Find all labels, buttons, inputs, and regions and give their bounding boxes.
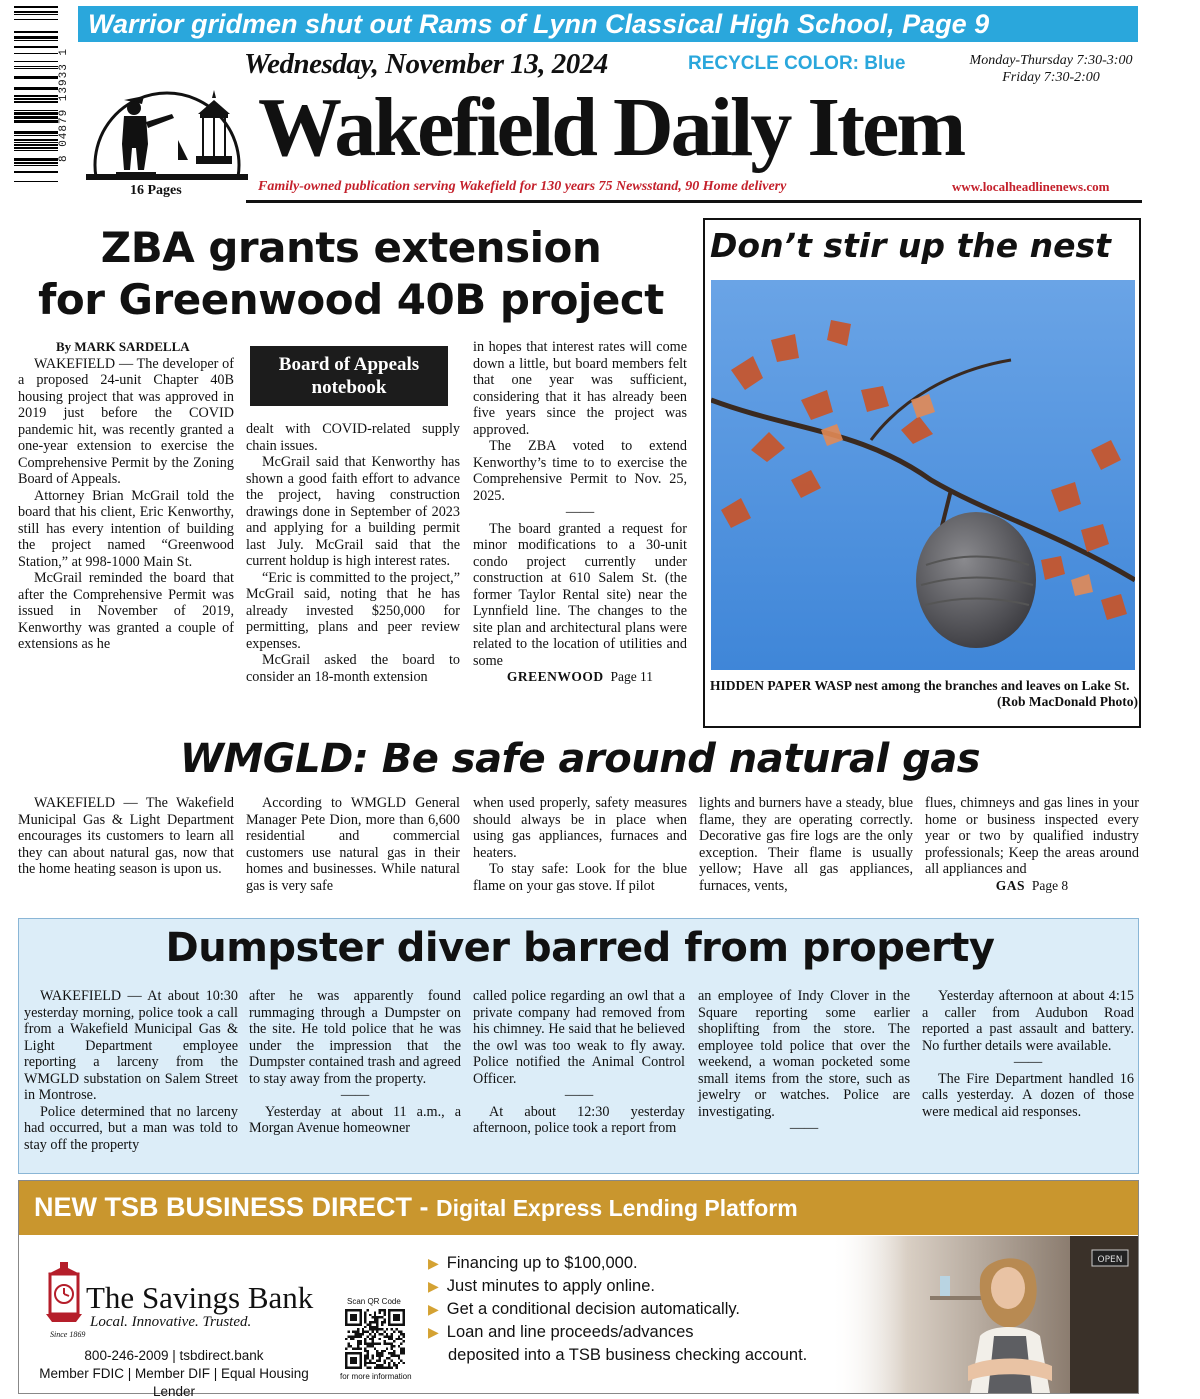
paragraph: WAKEFIELD — The Wakefield Municipal Gas & Light Department encourages its customers to learn all they can about natural gas, now that the home heating season is upon us.	[18, 795, 234, 877]
hours-friday: Friday 7:30-2:00	[1002, 70, 1100, 85]
recycle-color: RECYCLE COLOR: Blue	[688, 53, 906, 74]
arrow-right-icon: ▶	[428, 1278, 439, 1294]
paragraph: McGrail reminded the board that after the Comprehensive Permit was issued in November of 2019, Kenworthy was granted a couple of extensions as he	[18, 570, 234, 652]
hours-weekday: Monday-Thursday 7:30-3:00	[969, 53, 1133, 68]
separator: ——	[1013, 1054, 1043, 1070]
zba-jump-line[interactable]	[473, 669, 687, 686]
zba-headline[interactable]	[26, 222, 676, 326]
paragraph: called police regarding an owl that a private company had removed from his chimney. He said that he believed the owl was too weak to fly away. Police notified the Animal Control Officer.	[473, 988, 685, 1087]
photo-credit: (Rob MacDonald Photo)	[997, 694, 1138, 709]
ad-headline	[34, 1192, 798, 1223]
gas-column-1	[18, 795, 234, 878]
arrow-right-icon: ▶	[428, 1255, 439, 1271]
paragraph: WAKEFIELD — The developer of a proposed 24-unit Chapter 40B housing project that was approved in 2019 just before the COVID pandemic hit, was recently granted a one-year extension to exercise the Comprehensive Permit by the Zoning Board of Appeals.	[18, 355, 234, 487]
bank-since: Since 1869	[50, 1330, 86, 1339]
wasp-nest-photo[interactable]	[711, 280, 1135, 670]
gas-column-3	[473, 795, 687, 894]
newspaper-title: Wakefield Daily Item	[258, 81, 964, 174]
ad-headline-sub: Digital Express Lending Platform	[436, 1195, 798, 1221]
qr-more-info: for more information	[340, 1372, 412, 1381]
tagline: Family-owned publication serving Wakefield for 130 years 75 Newsstand, 90 Home delivery	[258, 179, 787, 194]
top-banner-headline[interactable]: Warrior gridmen shut out Rams of Lynn Classical High School, Page 9	[78, 6, 1138, 42]
list-item	[428, 1321, 807, 1344]
qr-code-icon[interactable]	[345, 1309, 405, 1369]
paragraph: Yesterday afternoon at about 4:15 a caller from Audubon Road reported a past assault and battery. No further details were available.	[922, 988, 1134, 1054]
paragraph: The board granted a request for minor modifications to a 30-unit condo project currently under construction at 610 Salem St. (the former Taylor Rental site) near the Lynnfield line. The changes to the site plan and architectural plans were related to the location of utilities and some	[473, 520, 687, 669]
paragraph: lights and burners have a steady, blue flame, they are operating correctly. Decorative gas fire logs are the only exception. Their flame is usually yellow; Have all gas appliances, furnaces, vents,	[699, 795, 913, 894]
page-count: 16 Pages	[130, 183, 182, 198]
notebook-line-2: notebook	[311, 377, 387, 398]
list-item	[428, 1275, 807, 1298]
zba-column-3	[473, 339, 687, 686]
bullet-text: Financing up to $100,000.	[446, 1254, 638, 1272]
paragraph: an employee of Indy Clover in the Square reporting some earlier shoplifting from the store. The employee told police that over the weekend, a woman pocketed some small items from the store, such as jewelry or watches. Police are investigating.	[698, 988, 910, 1120]
gas-jump-line[interactable]	[925, 878, 1139, 895]
gas-headline[interactable]: WMGLD: Be safe around natural gas	[179, 736, 981, 782]
jump-page: Page 8	[1031, 877, 1069, 893]
list-item	[428, 1298, 807, 1321]
zba-headline-line-2: for Greenwood 40B project	[38, 275, 664, 324]
paragraph: “Eric is committed to the project,” McGrail said, noting that he has already invested $250,000 for permitting, plans and peer review expenses.	[246, 569, 460, 652]
issue-date: Wednesday, November 13, 2024	[244, 48, 608, 80]
paragraph: in hopes that interest rates will come down a little, but board members felt that one year was sufficient, considering that it has already been five years since the project was approved.	[473, 339, 687, 438]
separator: ——	[340, 1087, 370, 1103]
gas-column-4	[699, 795, 913, 894]
photo-title: Don’t stir up the nest	[710, 226, 1111, 265]
list-item	[428, 1252, 807, 1275]
paragraph: Police determined that no larceny had occurred, but a man was told to stay off the property	[24, 1103, 238, 1153]
paragraph: WAKEFIELD — At about 10:30 yesterday morning, police took a call from a Wakefield Municipal Gas & Light Department employee reporting a larceny from the WMGLD substation on Salem Street in Montrose.	[24, 988, 238, 1103]
paragraph: flues, chimneys and gas lines in your home or business inspected every year or two by qualified industry professionals; Keep the areas around all appliances and	[925, 795, 1139, 877]
photo-caption	[710, 678, 1138, 710]
paragraph: McGrail asked the board to consider an 18-month extension	[246, 652, 460, 685]
separator: ——	[564, 1087, 594, 1103]
bank-name: The Savings Bank	[86, 1280, 314, 1315]
zba-column-2	[246, 421, 460, 685]
lantern-logo-icon	[42, 1260, 86, 1330]
qr-label: Scan QR Code	[347, 1297, 401, 1306]
paragraph: At about 12:30 yesterday afternoon, police took a report from	[473, 1103, 685, 1136]
paragraph: The Fire Department handled 16 calls yesterday. A dozen of those were medical aid responses.	[922, 1070, 1134, 1120]
paragraph: Yesterday at about 11 a.m., a Morgan Avenue homeowner	[249, 1103, 461, 1136]
dumpster-column-3	[473, 988, 685, 1137]
paragraph: The ZBA voted to extend Kenworthy’s time to to exercise the Comprehensive Permit to Nov. 25, 2025.	[473, 438, 687, 504]
list-item-continuation: deposited into a TSB business checking account.	[448, 1346, 808, 1364]
paragraph: Attorney Brian McGrail told the board that his client, Eric Kenworthy, still has every intention of building the project named “Greenwood Station,” at 998-1000 Main St.	[18, 487, 234, 570]
dumpster-column-5	[922, 988, 1134, 1120]
paragraph: when used properly, safety measures should always be in place when using gas appliances, furnaces and heaters.	[473, 795, 687, 861]
gas-column-5	[925, 795, 1139, 894]
caption-text: HIDDEN PAPER WASP nest among the branches and leaves on Lake St.	[710, 678, 1130, 693]
office-hours	[946, 52, 1156, 86]
byline: By MARK SARDELLA	[56, 339, 190, 354]
jump-word: GAS	[995, 877, 1026, 893]
dumpster-column-4	[698, 988, 910, 1137]
bank-tagline: Local. Innovative. Trusted.	[90, 1314, 252, 1330]
dumpster-headline[interactable]: Dumpster diver barred from property	[165, 925, 995, 971]
ad-benefits-list	[428, 1252, 807, 1367]
dumpster-column-2	[249, 988, 461, 1137]
bullet-text: Loan and line proceeds/advances	[446, 1323, 694, 1341]
arrow-right-icon: ▶	[428, 1301, 439, 1317]
arrow-right-icon: ▶	[428, 1324, 439, 1340]
bullet-text: Get a conditional decision automatically.	[446, 1300, 740, 1318]
open-sign: OPEN	[1097, 1255, 1123, 1265]
bank-membership: Member FDIC | Member DIF | Equal Housing Lender	[39, 1366, 309, 1399]
shopkeeper-photo	[830, 1236, 1138, 1393]
paragraph: To stay safe: Look for the blue flame on your gas stove. If pilot	[473, 861, 687, 894]
separator: ——	[565, 504, 595, 520]
zba-headline-line-1: ZBA grants extension	[100, 223, 602, 272]
bank-contact	[36, 1347, 312, 1399]
ad-headline-main: NEW TSB BUSINESS DIRECT -	[34, 1192, 437, 1222]
masthead-divider	[246, 200, 1142, 203]
board-of-appeals-notebook-label	[250, 346, 448, 406]
separator: ——	[789, 1120, 819, 1136]
gas-column-2	[246, 795, 460, 894]
website-link[interactable]: www.localheadlinenews.com	[952, 179, 1110, 194]
bullet-text: Just minutes to apply online.	[446, 1277, 655, 1295]
paragraph: McGrail said that Kenworthy has shown a good faith effort to advance the project, having construction drawings done in September of 2023 and applying for a building permit last July. McGrail said that the current holdup is high interest rates.	[246, 454, 460, 569]
paragraph: According to WMGLD General Manager Pete Dion, more than 6,600 residential and commercial customers use natural gas in their homes and businesses. While natural gas is very safe	[246, 795, 460, 894]
barcode-icon	[14, 6, 58, 202]
barcode-number: 8 04879 13933 1	[58, 47, 70, 163]
paragraph: dealt with COVID-related supply chain issues.	[246, 421, 460, 454]
zba-column-1	[18, 339, 234, 653]
dumpster-column-1	[24, 988, 238, 1153]
jump-word: GREENWOOD	[506, 669, 604, 684]
minuteman-logo-icon	[86, 52, 248, 192]
jump-page: Page 11	[610, 669, 654, 684]
bank-phone-web[interactable]: 800-246-2009 | tsbdirect.bank	[84, 1348, 264, 1363]
notebook-line-1: Board of Appeals	[278, 354, 420, 375]
paragraph: after he was apparently found rummaging through a Dumpster on the site. He told police that he was under the impression that the Dumpster contained trash and agreed to stay away from the property.	[249, 988, 461, 1087]
